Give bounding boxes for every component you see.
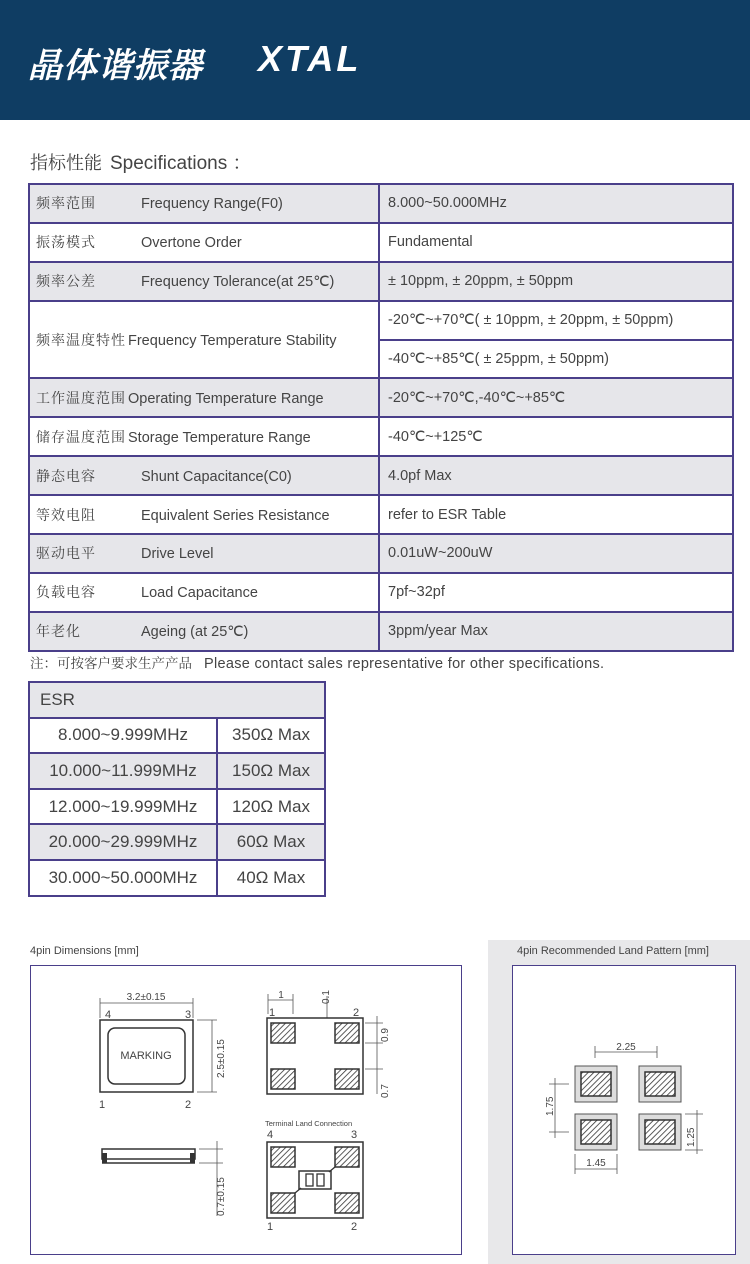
spec-row [29,301,733,340]
cell-text: 2 [185,1099,192,1111]
dimensions-drawing [30,965,462,1255]
cell-text: 1 [267,1221,274,1233]
spec-row [29,417,733,456]
spec-row [29,223,733,262]
cell-text: 工作温度范围 Operating Temperature Range [29,378,379,417]
cell-text: 4.0pf Max [379,456,733,495]
cell-text: 储存温度范围 Storage Temperature Range [29,417,379,456]
cell-text: 8.000~9.999MHz [29,718,217,754]
esr-header-row [29,682,325,718]
cell-text: 10.000~11.999MHz [29,753,217,789]
cell-text: 2.25 [616,1042,636,1053]
cell-text: 0.7±0.15 [216,1177,227,1216]
spec-row [29,262,733,301]
cell-text: 年老化 Ageing (at 25℃) [29,612,379,651]
esr-row [29,789,325,825]
cell-text: 2 [351,1221,358,1233]
cell-text: 频率范围 Frequency Range(F0) [29,184,379,223]
cell-text: 1.25 [686,1127,697,1147]
land-pattern-title: 4pin Recommended Land Pattern [mm] [517,945,709,957]
cell-text: 3.2±0.15 [126,992,166,1003]
cell-text: -40℃~+85℃( ± 25ppm, ± 50ppm) [379,340,733,379]
cell-text: 静态电容 Shunt Capacitance(C0) [29,456,379,495]
spec-note-cn: 注：可按客户要求生产产品 [30,656,192,672]
cell-text: 8.000~50.000MHz [379,184,733,223]
header-title-cn: 晶体谐振器 [28,46,203,86]
dimensions-title: 4pin Dimensions [mm] [30,945,139,957]
cell-text: 1 [269,1007,276,1019]
spec-row [29,612,733,651]
spec-note-en: Please contact sales representative for other specifications. [204,656,605,672]
spec-heading-cn: 指标性能 [30,153,102,174]
cell-text: 频率公差 Frequency Tolerance(at 25℃) [29,262,379,301]
esr-table [28,681,326,897]
cell-text: Fundamental [379,223,733,262]
cell-text: 1 [278,990,284,1001]
spec-row [29,378,733,417]
cell-text: ± 10ppm, ± 20ppm, ± 50ppm [379,262,733,301]
spec-heading-en: Specifications ： [110,153,252,174]
header-title-en: XTAL [258,38,362,79]
cell-text: 40Ω Max [217,860,325,896]
cell-text: 20.000~29.999MHz [29,824,217,860]
cell-text: 振荡模式 Overtone Order [29,223,379,262]
cell-text: 7pf~32pf [379,573,733,612]
esr-row [29,718,325,754]
cell-text: Terminal Land Connection [265,1119,353,1128]
cell-text: refer to ESR Table [379,495,733,534]
spec-table [28,183,734,652]
pad-view [267,990,391,1098]
cell-text: 350Ω Max [217,718,325,754]
cell-text: MARKING [120,1050,172,1062]
spec-row [29,456,733,495]
cell-text: 150Ω Max [217,753,325,789]
cell-text: 120Ω Max [217,789,325,825]
cell-text: 0.01uW~200uW [379,534,733,573]
cell-text: 0.1 [321,990,332,1004]
cell-text: 1 [99,1099,106,1111]
cell-text: 2.5±0.15 [216,1039,227,1078]
cell-text: -20℃~+70℃( ± 10ppm, ± 20ppm, ± 50ppm) [379,301,733,340]
spec-row [29,184,733,223]
esr-row [29,860,325,896]
esr-row [29,753,325,789]
terminal-connection-view [265,1119,363,1233]
page-header [0,0,750,120]
spec-row [29,573,733,612]
cell-text: 1.45 [586,1158,606,1169]
esr-row [29,824,325,860]
land-pattern-drawing [512,965,736,1255]
cell-text: 等效电阻 Equivalent Series Resistance [29,495,379,534]
spec-row [29,495,733,534]
spec-row [29,534,733,573]
cell-text: 0.7 [380,1084,391,1098]
cell-text: 3 [185,1009,192,1021]
top-view [99,992,227,1111]
cell-text: 频率温度特性 Frequency Temperature Stability [29,301,379,379]
side-view [102,1141,227,1216]
spec-heading [30,148,252,175]
cell-text: 驱动电平 Drive Level [29,534,379,573]
cell-text: 30.000~50.000MHz [29,860,217,896]
cell-text: 0.9 [380,1028,391,1042]
cell-text: 2 [353,1007,360,1019]
esr-header: ESR [29,682,325,718]
cell-text: 4 [105,1009,112,1021]
cell-text: 负载电容 Load Capacitance [29,573,379,612]
cell-text: -40℃~+125℃ [379,417,733,456]
cell-text: -20℃~+70℃,-40℃~+85℃ [379,378,733,417]
spec-note [30,652,604,672]
cell-text: 4 [267,1129,274,1141]
cell-text: 60Ω Max [217,824,325,860]
cell-text: 3 [351,1129,358,1141]
cell-text: 12.000~19.999MHz [29,789,217,825]
cell-text: 3ppm/year Max [379,612,733,651]
cell-text: 1.75 [545,1096,556,1116]
